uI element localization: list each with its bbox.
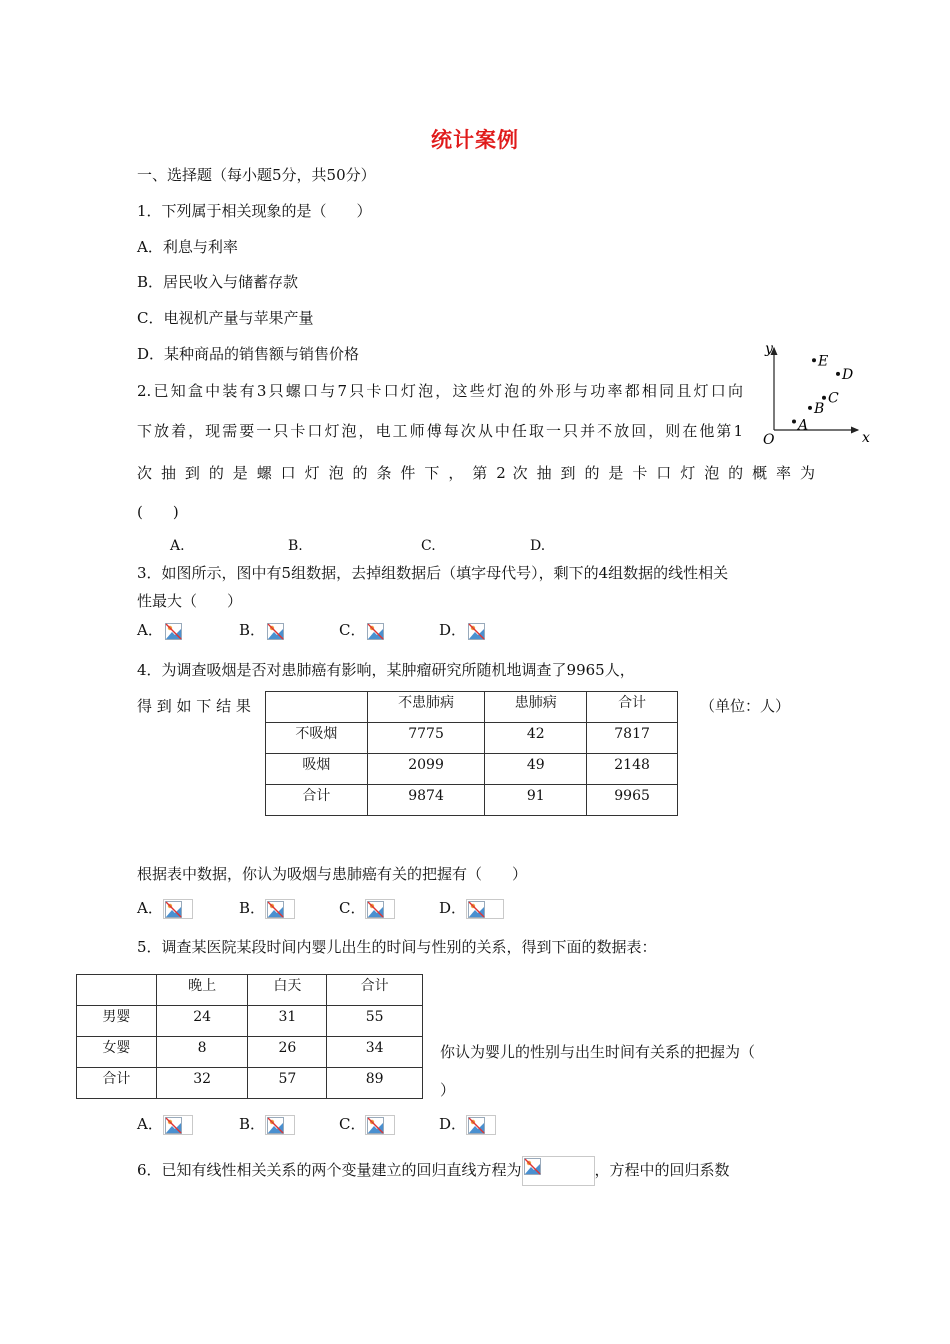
- q5-option-d-label: D．: [439, 1115, 467, 1133]
- table-row: [77, 1006, 423, 1037]
- scatter-point-label: C: [828, 390, 839, 407]
- table-row: [77, 1037, 423, 1068]
- q3-option-a-label: A．: [137, 621, 163, 639]
- q6-line: [137, 1156, 730, 1186]
- q5-option-d: [439, 1114, 496, 1135]
- table-header-row: [77, 975, 423, 1006]
- table-header-cell: 患肺病: [485, 692, 587, 723]
- q5-option-a: [137, 1114, 193, 1135]
- smoking-table: [265, 691, 678, 816]
- table-header-cell: 白天: [248, 975, 327, 1006]
- scatter-point-b: [808, 406, 812, 410]
- table-cell: 57: [248, 1068, 327, 1099]
- scatter-point-label: A: [798, 417, 809, 434]
- table-cell: 合计: [266, 785, 368, 816]
- scatter-point-label: D: [842, 366, 854, 383]
- q1-option-c: C．电视机产量与苹果产量: [137, 309, 314, 327]
- table-cell: 合计: [77, 1068, 157, 1099]
- broken-image-icon: [163, 899, 193, 919]
- table-cell: 2148: [587, 754, 678, 785]
- q2-option-b: B.: [288, 538, 303, 554]
- table-header-cell: [266, 692, 368, 723]
- q4-option-c: [339, 898, 395, 919]
- q2-option-a: A.: [170, 538, 185, 554]
- broken-image-icon: [265, 621, 285, 641]
- q5-option-c: [339, 1114, 395, 1135]
- q4-option-b: [239, 898, 295, 919]
- broken-image-icon: [466, 621, 486, 641]
- scatter-point-a: [792, 420, 796, 424]
- q5-side-text: 你认为婴儿的性别与出生时间有关系的把握为（: [440, 1043, 756, 1061]
- broken-image-icon: [522, 1156, 595, 1186]
- q1-option-a: A．利息与利率: [137, 238, 238, 256]
- table-cell: 男婴: [77, 1006, 157, 1037]
- scatter-figure: [760, 338, 880, 450]
- q4-option-d: [439, 898, 504, 919]
- table-cell: 32: [156, 1068, 248, 1099]
- broken-image-icon: [365, 621, 385, 641]
- q2-line-4: ( ): [137, 503, 179, 521]
- scatter-point-label: B: [814, 400, 825, 417]
- table-cell: 89: [327, 1068, 423, 1099]
- broken-image-icon: [365, 899, 395, 919]
- q5-option-b-label: B．: [239, 1115, 266, 1133]
- table-cell: 7817: [587, 723, 678, 754]
- q4-unit: （单位：人）: [700, 697, 791, 715]
- table-cell: 34: [327, 1037, 423, 1068]
- y-axis-label: y: [765, 341, 773, 357]
- q4-option-b-label: B．: [239, 899, 266, 917]
- page-title: 统计案例: [431, 127, 519, 152]
- q3-line-2: 性最大（ ）: [137, 592, 243, 610]
- q3-option-b-label: B．: [239, 621, 266, 639]
- scatter-point-label: E: [818, 353, 829, 370]
- table-cell: 91: [485, 785, 587, 816]
- broken-image-icon: [466, 899, 504, 919]
- broken-image-icon: [365, 1115, 395, 1135]
- q5-option-b: [239, 1114, 295, 1135]
- table-row: [266, 754, 678, 785]
- table-cell: 26: [248, 1037, 327, 1068]
- q1-option-d: D．某种商品的销售额与销售价格: [137, 345, 360, 363]
- q4-option-a-label: A．: [137, 899, 163, 917]
- table-cell: 31: [248, 1006, 327, 1037]
- table-header-row: [266, 692, 678, 723]
- table-row: [77, 1068, 423, 1099]
- q1-stem: 1．下列属于相关现象的是（ ）: [137, 202, 372, 220]
- table-cell: 24: [156, 1006, 248, 1037]
- q3-option-c: [339, 620, 385, 641]
- q2-line-3: 次 抽 到 的 是 螺 口 灯 泡 的 条 件 下 ， 第 2 次 抽 到 的 是 卡 口 灯 泡 的 概 率 为: [137, 464, 815, 482]
- table-row: [266, 785, 678, 816]
- q4-option-d-label: D．: [439, 899, 467, 917]
- q2-line-1: 2.已知盒中装有3只螺口与7只卡口灯泡，这些灯泡的外形与功率都相同且灯口向: [137, 382, 743, 400]
- section-heading: 一、选择题（每小题5分，共50分）: [137, 166, 376, 184]
- table-cell: 吸烟: [266, 754, 368, 785]
- table-header-cell: 不患肺病: [367, 692, 485, 723]
- q6-part-1: 6．已知有线性相关关系的两个变量建立的回归直线方程为: [137, 1161, 522, 1179]
- table-cell: 9874: [367, 785, 485, 816]
- q4-question: 根据表中数据，你认为吸烟与患肺癌有关的把握有（ ）: [137, 865, 528, 883]
- broken-image-icon: [163, 1115, 193, 1135]
- q5-option-c-label: C．: [339, 1115, 366, 1133]
- q1-option-b: B．居民收入与储蓄存款: [137, 273, 299, 291]
- broken-image-icon: [265, 1115, 295, 1135]
- q3-option-c-label: C．: [339, 621, 366, 639]
- table-cell: 女婴: [77, 1037, 157, 1068]
- origin-label: O: [763, 432, 775, 448]
- table-cell: 55: [327, 1006, 423, 1037]
- table-cell: 42: [485, 723, 587, 754]
- table-cell: 8: [156, 1037, 248, 1068]
- table-cell: 不吸烟: [266, 723, 368, 754]
- q3-option-a: [137, 620, 183, 641]
- table-cell: 7775: [367, 723, 485, 754]
- table-header-cell: [77, 975, 157, 1006]
- table-cell: 2099: [367, 754, 485, 785]
- q3-option-d: [439, 620, 486, 641]
- scatter-point-c: [822, 396, 826, 400]
- broken-image-icon: [265, 899, 295, 919]
- q4-option-a: [137, 898, 193, 919]
- q4-option-c-label: C．: [339, 899, 366, 917]
- q2-line-2: 下放着，现需要一只卡口灯泡，电工师傅每次从中任取一只并不放回，则在他第1: [137, 422, 743, 440]
- table-header-cell: 晚上: [156, 975, 248, 1006]
- q4-line-1: 4．为调查吸烟是否对患肺癌有影响，某肿瘤研究所随机地调查了9965人，: [137, 661, 635, 679]
- q3-option-d-label: D．: [439, 621, 467, 639]
- q2-option-c: C.: [421, 538, 436, 554]
- q6-part-2: ，方程中的回归系数: [594, 1161, 730, 1179]
- table-cell: 49: [485, 754, 587, 785]
- q5-line-1: 5．调查某医院某段时间内婴儿出生的时间与性别的关系，得到下面的数据表：: [137, 938, 657, 956]
- birth-table: [76, 974, 423, 1099]
- broken-image-icon: [466, 1115, 496, 1135]
- q4-lead-text: 得 到 如 下 结 果: [137, 697, 251, 715]
- q3-line-1: 3．如图所示，图中有5组数据，去掉组数据后（填字母代号），剩下的4组数据的线性相关: [137, 564, 729, 582]
- table-row: [266, 723, 678, 754]
- scatter-point-e: [812, 358, 816, 362]
- broken-image-icon: [163, 621, 183, 641]
- q3-option-b: [239, 620, 285, 641]
- scatter-point-d: [836, 372, 840, 376]
- table-header-cell: 合计: [587, 692, 678, 723]
- table-header-cell: 合计: [327, 975, 423, 1006]
- q5-side-close: ）: [440, 1081, 456, 1099]
- table-cell: 9965: [587, 785, 678, 816]
- q2-option-d: D.: [530, 538, 546, 554]
- q5-option-a-label: A．: [137, 1115, 163, 1133]
- x-axis-label: x: [862, 430, 870, 446]
